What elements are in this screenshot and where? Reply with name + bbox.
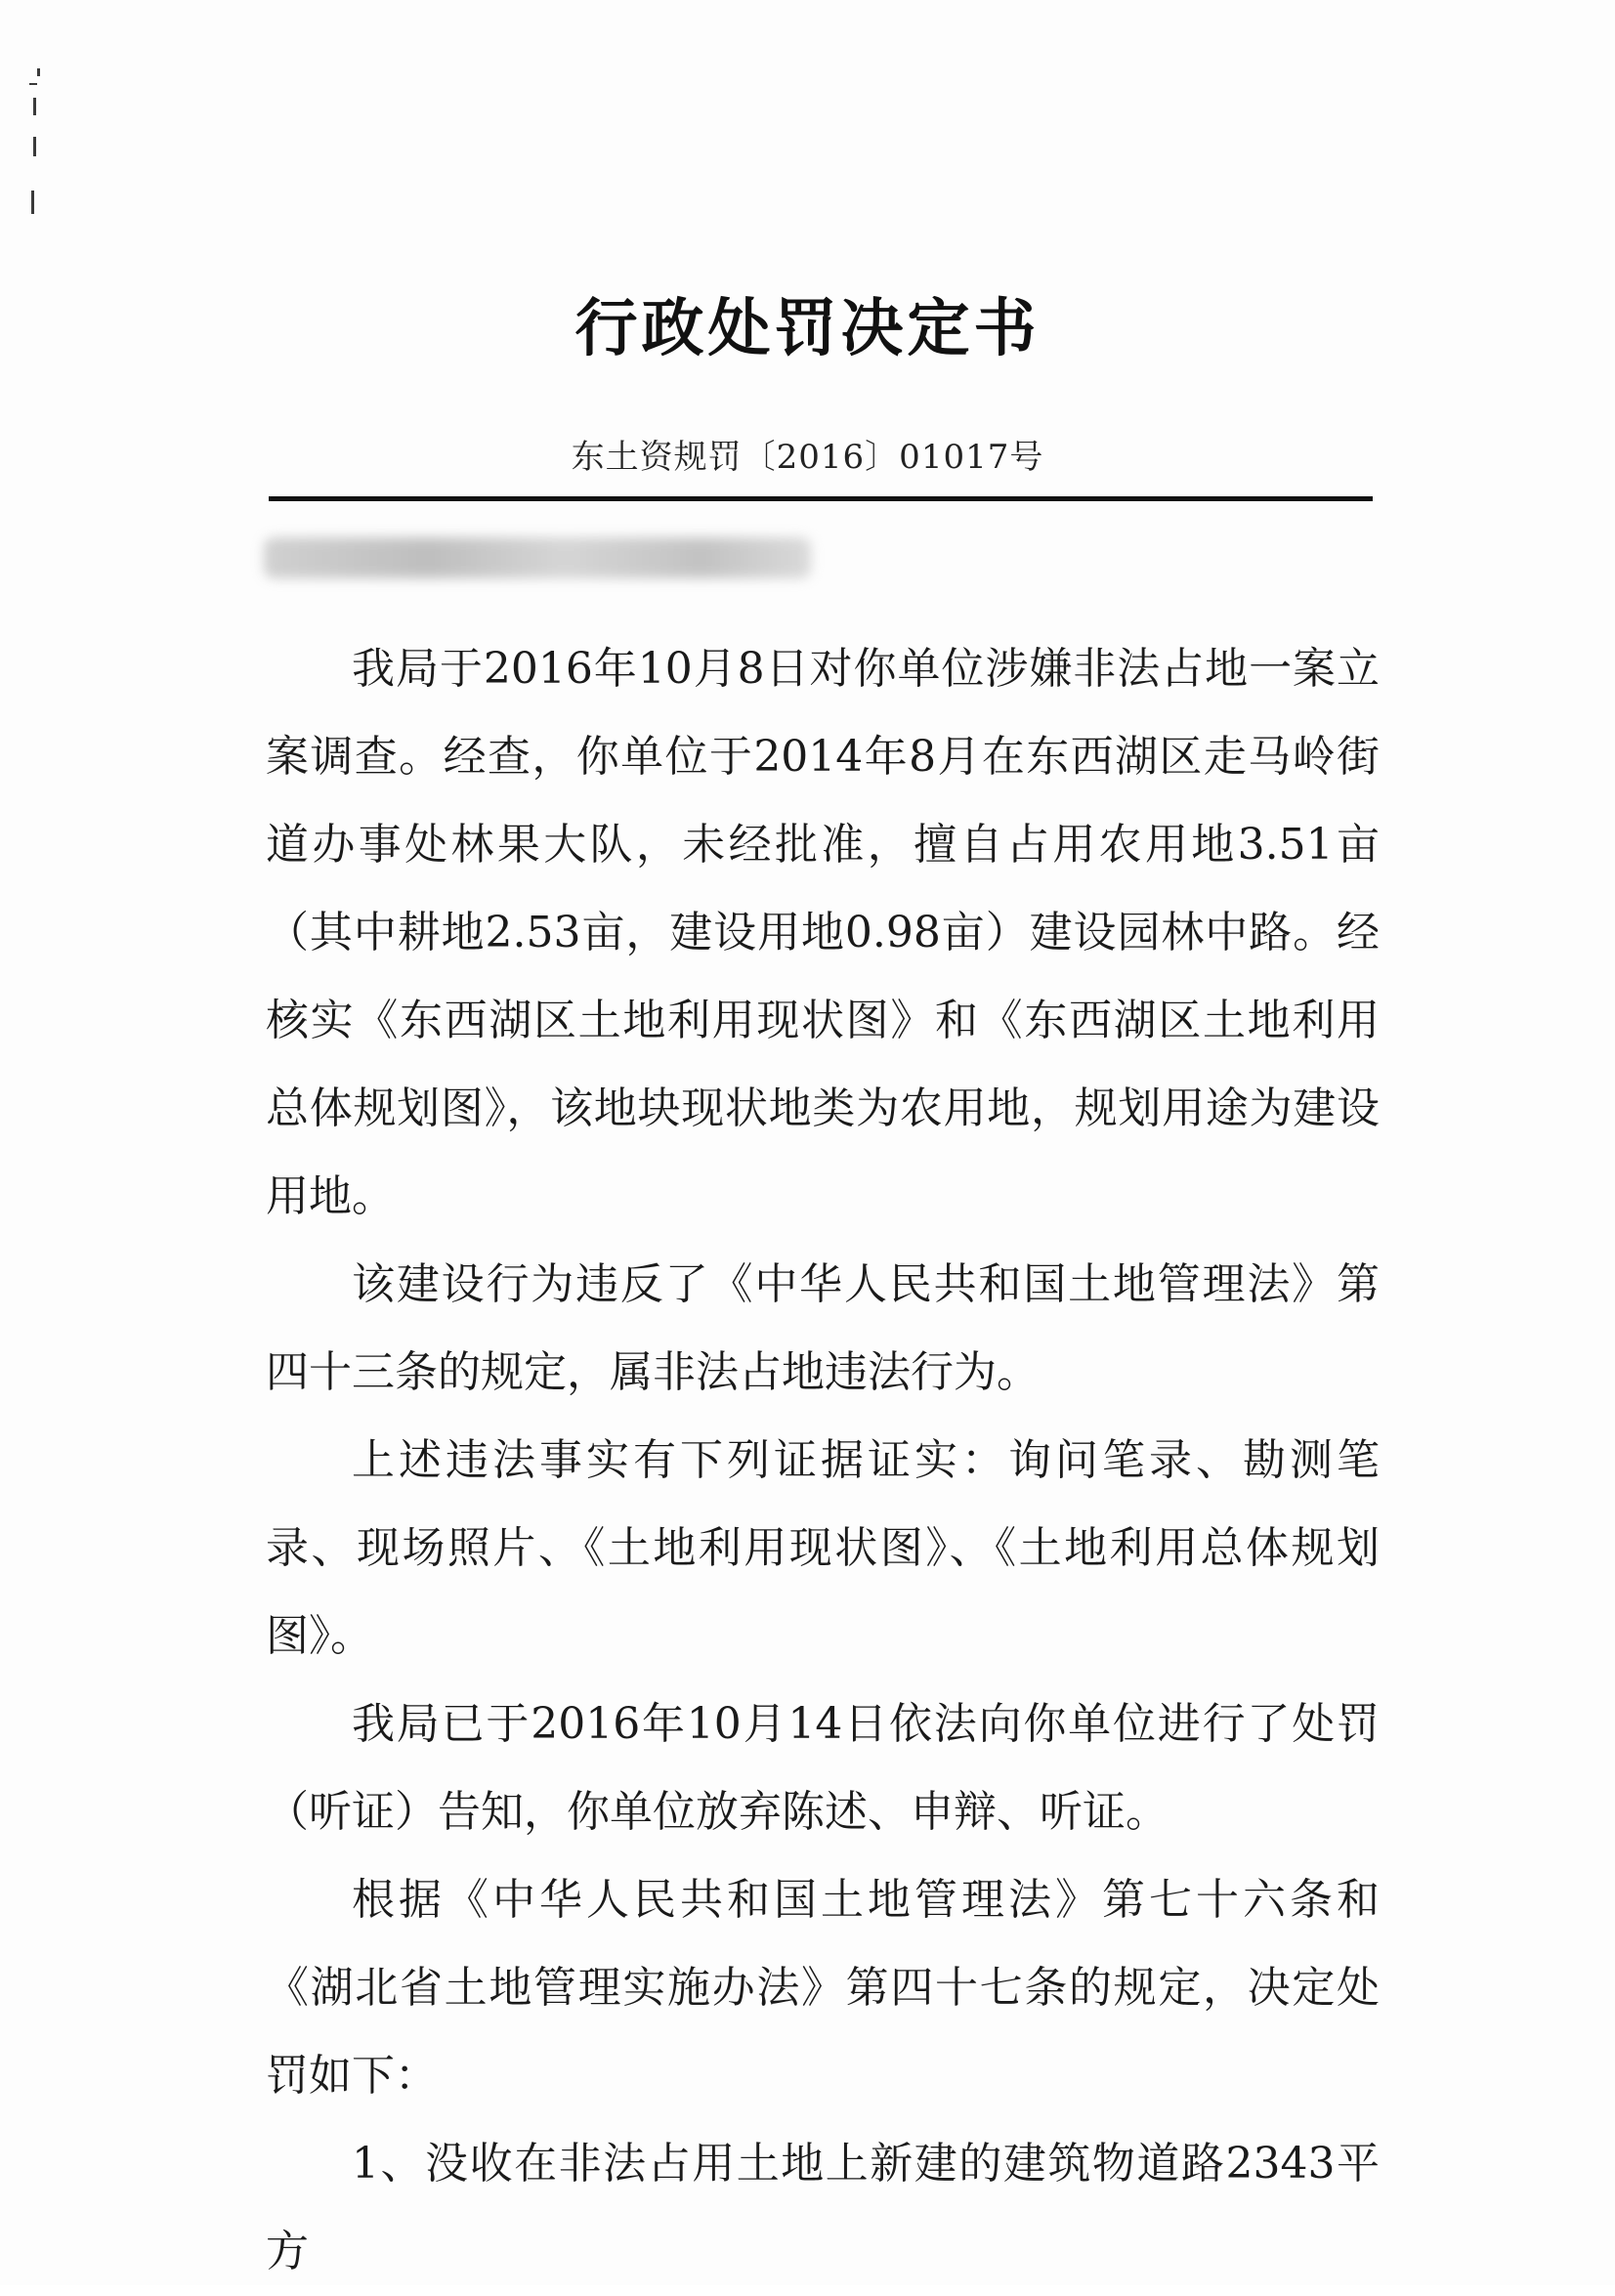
document-title: 行政处罚决定书: [574, 292, 1041, 365]
document-number: 东土资规罚〔2016〕01017号: [571, 438, 1044, 477]
paragraph-notice: 我局已于2016年10月14日依法向你单位进行了处罚（听证）告知，你单位放弃陈述、申辩、听证。: [266, 1699, 1380, 1837]
paragraph-legal-basis: 根据《中华人民共和国土地管理法》第七十六条和《湖北省土地管理实施办法》第四十七条的规定，决定处罚如下：: [266, 1875, 1380, 2101]
paragraph-evidence: 上述违法事实有下列证据证实：询问笔录、勘测笔录、现场照片、《土地利用现状图》、《土地利用总体规划图》。: [266, 1435, 1380, 1661]
scan-mark: [29, 83, 37, 85]
scan-mark: [33, 98, 36, 115]
paragraph-penalty-1: 1、没收在非法占用土地上新建的建筑物道路2343平方: [266, 2139, 1380, 2276]
scan-mark: [31, 191, 34, 214]
document-body: [266, 625, 1380, 2296]
scan-mark: [33, 137, 36, 156]
scan-mark: [37, 68, 40, 76]
redacted-recipient: [264, 537, 811, 578]
paragraph-violation: 该建设行为违反了《中华人民共和国土地管理法》第四十三条的规定，属非法占地违法行为。: [266, 1259, 1380, 1397]
header-divider: [269, 496, 1373, 501]
paragraph-case-facts: 我局于2016年10月8日对你单位涉嫌非法占地一案立案调查。经查，你单位于2014年8月在东西湖区走马岭街道办事处林果大队，未经批准，擅自占用农用地3.51亩（其中耕地2.53亩，建设用地0.98亩）建设园林中路。经核实《东西湖区土地利用现状图》和《东西湖区土地利用总体规划图》，该地块现状地类为农用地，规划用途为建设用地。: [266, 644, 1380, 1221]
